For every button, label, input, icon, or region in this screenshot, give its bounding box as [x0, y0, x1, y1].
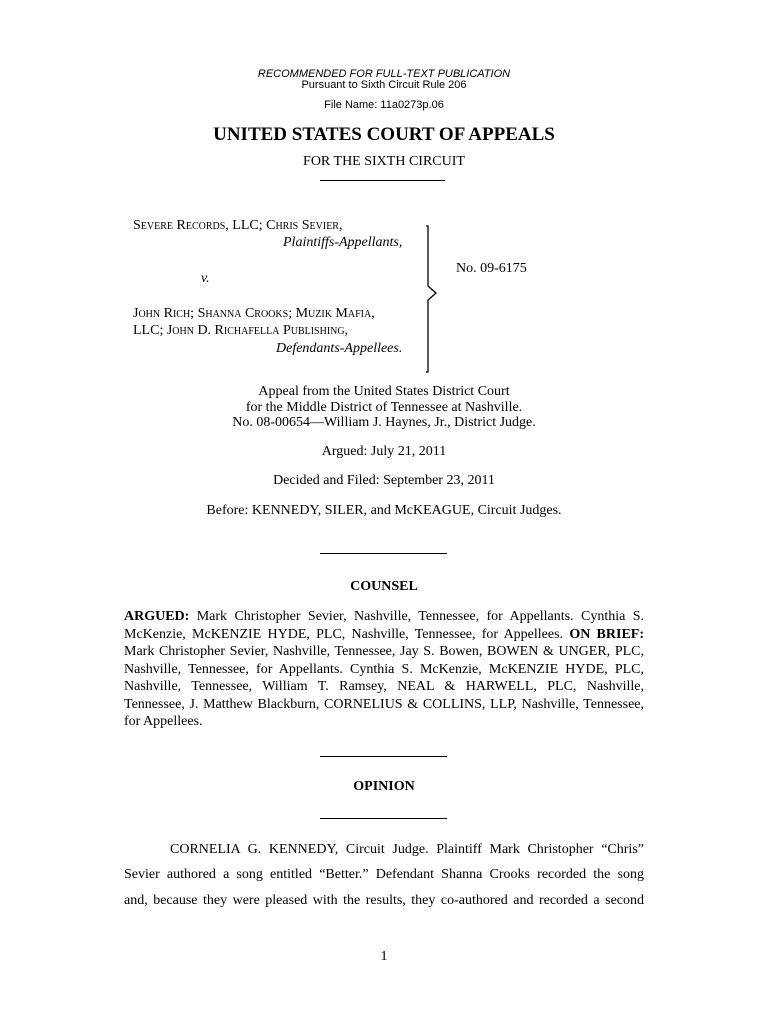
panel-judges: Before: KENNEDY, SILER, and McKEAGUE, Circuit Judges.	[206, 503, 562, 518]
on-brief-text: Mark Christopher Sevier, Nashville, Tennessee, Jay S. Bowen, BOWEN & UNGER, PLC, Nashville, Tennessee, for Appellants. Cynthia S. McKenzie, McKENZIE HYDE, PLC, Nashville, Tennessee, William T. Ramsey, NEAL & HARWELL, PLC, Nashville, Tennessee, J. Matthew Blackburn, CORNELIUS & COLLINS, LLP, Nashville, Tennessee, for Appellees.	[124, 644, 644, 729]
counsel-rule-top	[320, 553, 447, 554]
header-rule	[320, 180, 445, 181]
counsel-paragraph	[124, 608, 644, 731]
opinion-line-3: and, because they were pleased with the results, they co-authored and recorded a second	[124, 893, 644, 908]
defendants-names-line1: John Rich; Shanna Crooks; Muzik Mafia,	[133, 306, 375, 321]
argued-text: Mark Christopher Sevier, Nashville, Tennessee, for Appellants. Cynthia S. McKenzie, McKENZIE HYDE, PLC, Nashville, Tennessee, for Appellees.	[124, 609, 644, 642]
page-number: 1	[380, 949, 388, 964]
case-number: No. 09-6175	[456, 261, 527, 276]
appeal-line-1: Appeal from the United States District Court	[258, 384, 510, 399]
appeal-line-3: No. 08-00654—William J. Haynes, Jr., District Judge.	[232, 415, 536, 430]
circuit-name: FOR THE SIXTH CIRCUIT	[303, 154, 465, 169]
court-name: UNITED STATES COURT OF APPEALS	[213, 124, 555, 145]
opinion-heading: OPINION	[353, 779, 415, 794]
defendants-role: Defendants-Appellees.	[276, 341, 403, 356]
opinion-line-1: CORNELIA G. KENNEDY, Circuit Judge. Plaintiff Mark Christopher “Chris”	[170, 842, 644, 857]
caption-bracket	[420, 222, 444, 376]
rule-notice: Pursuant to Sixth Circuit Rule 206	[301, 79, 467, 91]
opinion-rule-top	[320, 756, 447, 757]
opinion-rule-bottom	[320, 818, 447, 819]
plaintiffs-names: Severe Records, LLC; Chris Sevier,	[133, 218, 343, 233]
file-name: File Name: 11a0273p.06	[324, 99, 444, 111]
defendants-names-line2: LLC; John D. Richafella Publishing,	[133, 323, 349, 338]
argued-date: Argued: July 21, 2011	[321, 444, 447, 459]
appeal-line-2: for the Middle District of Tennessee at Nashville.	[245, 400, 523, 415]
versus: v.	[201, 271, 210, 286]
decided-date: Decided and Filed: September 23, 2011	[273, 473, 495, 488]
opinion-line-2: Sevier authored a song entitled “Better.” Defendant Shanna Crooks recorded the song	[124, 867, 644, 882]
plaintiffs-role: Plaintiffs-Appellants,	[283, 235, 403, 250]
on-brief-label: ON BRIEF:	[569, 626, 645, 642]
argued-label: ARGUED:	[124, 609, 190, 624]
publication-notice: RECOMMENDED FOR FULL-TEXT PUBLICATION	[257, 68, 511, 80]
counsel-heading: COUNSEL	[350, 579, 418, 594]
